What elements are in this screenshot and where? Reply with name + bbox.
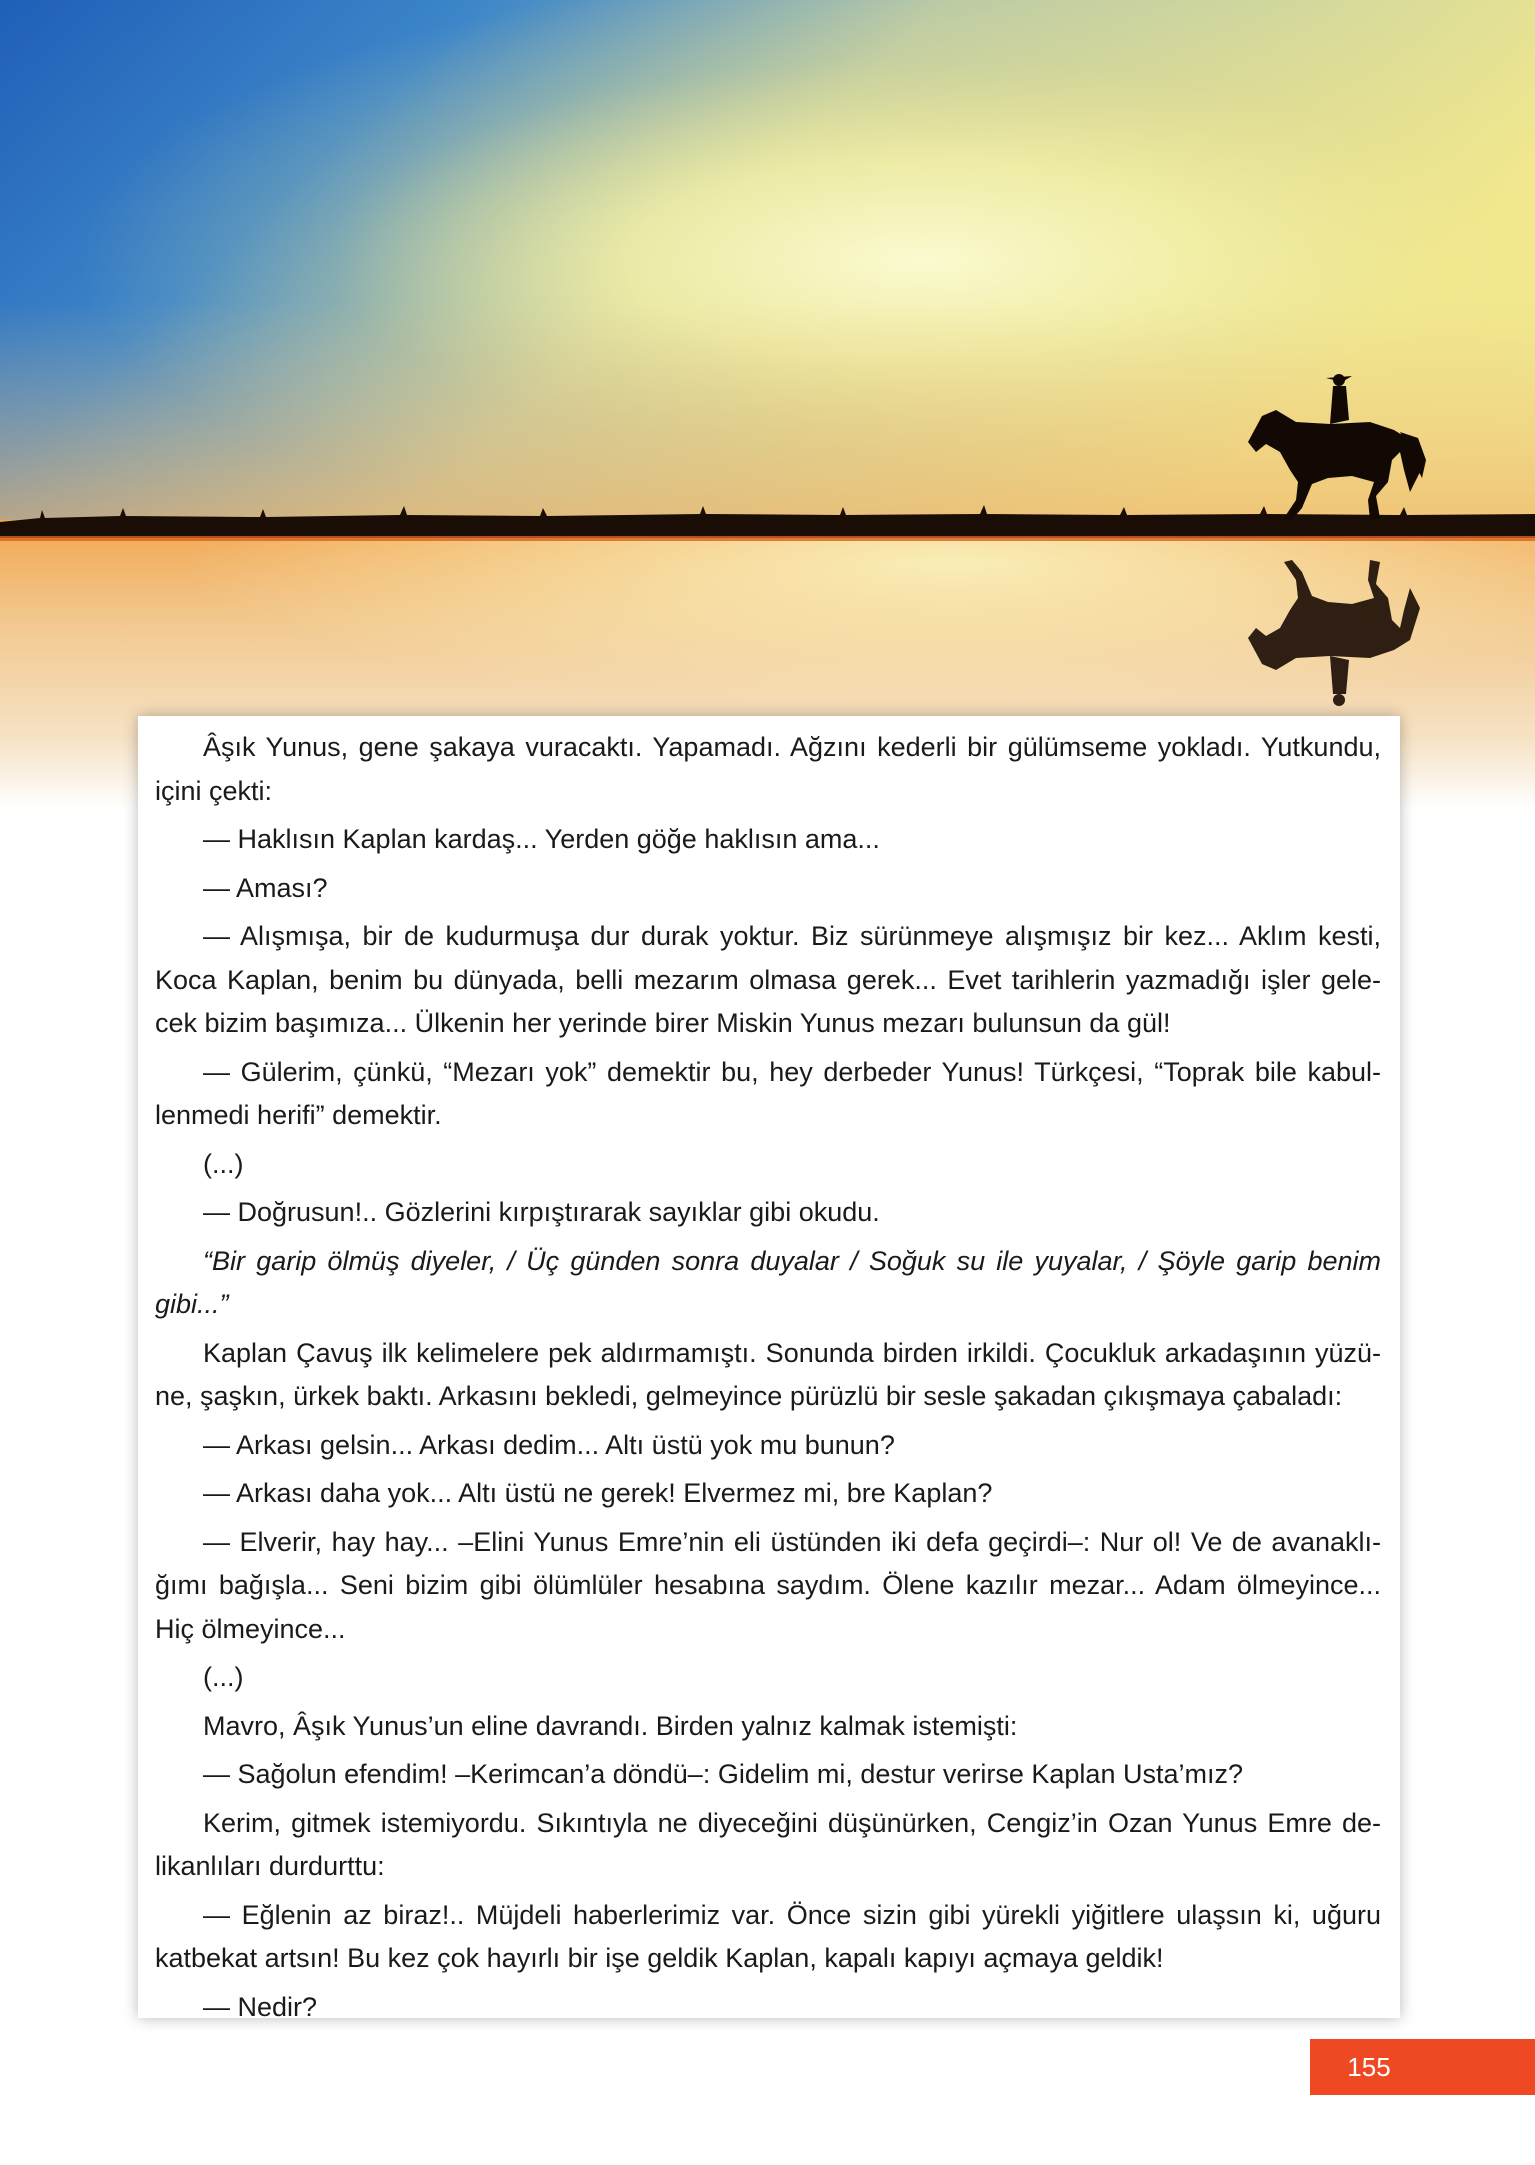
paragraph: — Alışmışa, bir de kudurmuşa dur durak yoktur. Biz sürünmeye alışmışız bir kez... Aklım kesti, Koca Kaplan, benim bu dünyada, belli mezarım olmasa gerek... Evet tarihlerin yazmadığı işler gele-cek bizim başımıza... Ülkenin her yerinde birer Miskin Yunus mezarı bulunsun da gül!	[155, 921, 1381, 1038]
text-card	[138, 716, 1400, 2022]
hero-image	[0, 0, 1535, 810]
sunset-scene	[0, 0, 1535, 810]
paragraph: — Arkası daha yok... Altı üstü ne gerek! Elvermez mi, bre Kaplan?	[203, 1478, 993, 1508]
paragraph: — Aması?	[203, 872, 328, 903]
paragraph: Kaplan Çavuş ilk kelimelere pek aldırmamıştı. Sonunda birden irkildi. Çocukluk arkadaşının yüzü-ne, şaşkın, ürkek baktı. Arkasını bekledi, gelmeyince pürüzlü bir sesle şakadan çıkışmaya çabaladı:	[155, 1337, 1381, 1411]
paragraph: — Eğlenin az biraz!.. Müjdeli haberlerimiz var. Önce sizin gibi yürekli yiğitlere ulaşsın ki, uğuru katbekat artsın! Bu kez çok hayırlı bir işe geldik Kaplan, kapalı kapıyı açmaya geldik!	[155, 1899, 1381, 1973]
page-number: 155	[1347, 2052, 1391, 2082]
paragraph: — Nedir?	[203, 1991, 318, 2022]
story-text	[155, 726, 1381, 2034]
paragraph: — Sağolun efendim! –Kerimcan’a döndü–: Gidelim mi, destur verirse Kaplan Usta’mız?	[203, 1759, 1243, 1789]
paragraph: — Arkası gelsin... Arkası dedim... Altı üstü yok mu bunun?	[203, 1429, 895, 1460]
paragraph: — Gülerim, çünkü, “Mezarı yok” demektir bu, hey derbeder Yunus! Türkçesi, “Toprak bile kabul-lenmedi herifi” demektir.	[155, 1056, 1381, 1130]
page-number-badge	[1310, 2039, 1535, 2095]
paragraph: Kerim, gitmek istemiyordu. Sıkıntıyla ne diyeceğini düşünürken, Cengiz’in Ozan Yunus Emre de-likanlıları durdurttu:	[155, 1807, 1381, 1881]
paragraph: — Haklısın Kaplan kardaş... Yerden göğe haklısın ama...	[203, 824, 880, 854]
paragraph: (...)	[203, 1148, 244, 1179]
paragraph: (...)	[203, 1662, 244, 1692]
paragraph: Mavro, Âşık Yunus’un eline davrandı. Birden yalnız kalmak istemişti:	[203, 1710, 1018, 1741]
paragraph: — Doğrusun!.. Gözlerini kırpıştırarak sayıklar gibi okudu.	[203, 1197, 880, 1227]
paragraph: Âşık Yunus, gene şakaya vuracaktı. Yapamadı. Ağzını kederli bir gülümseme yokladı. Yutkundu, içini çekti:	[155, 732, 1381, 806]
poem-quote: “Bir garip ölmüş diyeler, / Üç günden sonra duyalar / Soğuk su ile yuyalar, / Şöyle garip benim gibi...”	[155, 1245, 1381, 1319]
paragraph: — Elverir, hay hay... –Elini Yunus Emre’nin eli üstünden iki defa geçirdi–: Nur ol! Ve de avanaklı-ğımı bağışla... Seni bizim gibi ölümlüler hesabına saydım. Ölene kazılır mezar... Adam ölmeyince... Hiç ölmeyince...	[155, 1526, 1381, 1644]
